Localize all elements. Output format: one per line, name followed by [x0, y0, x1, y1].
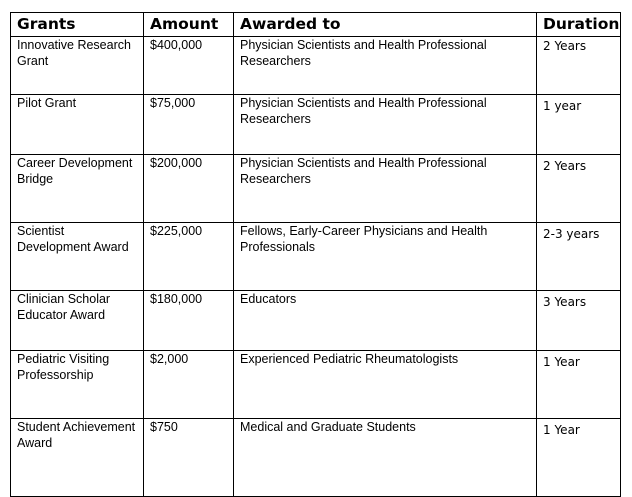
- grant-awarded-to: Physician Scientists and Health Professional Researchers: [234, 155, 537, 223]
- grant-amount: $200,000: [144, 155, 234, 223]
- grants-table-container: [10, 12, 621, 497]
- grant-awarded-to: Fellows, Early-Career Physicians and Health Professionals: [234, 223, 537, 291]
- grant-name: Pediatric Visiting Professorship: [11, 351, 144, 419]
- grant-duration: 3 Years: [537, 291, 621, 351]
- table-row: [11, 291, 621, 351]
- grant-amount: $225,000: [144, 223, 234, 291]
- grants-table: [10, 12, 621, 497]
- grant-duration: 2 Years: [537, 155, 621, 223]
- grant-name: Clinician Scholar Educator Award: [11, 291, 144, 351]
- table-row: [11, 155, 621, 223]
- grant-duration: 2-3 years: [537, 223, 621, 291]
- grant-amount: $400,000: [144, 37, 234, 95]
- grant-awarded-to: Educators: [234, 291, 537, 351]
- table-row: [11, 37, 621, 95]
- header-grants: Grants: [11, 13, 144, 37]
- grant-name: Scientist Development Award: [11, 223, 144, 291]
- grant-duration: 1 Year: [537, 419, 621, 497]
- grant-awarded-to: Experienced Pediatric Rheumatologists: [234, 351, 537, 419]
- grant-name: Student Achievement Award: [11, 419, 144, 497]
- grant-name: Pilot Grant: [11, 95, 144, 155]
- grant-duration: 1 year: [537, 95, 621, 155]
- table-row: [11, 95, 621, 155]
- table-row: [11, 351, 621, 419]
- grant-name: Career Development Bridge: [11, 155, 144, 223]
- header-amount: Amount: [144, 13, 234, 37]
- table-row: [11, 223, 621, 291]
- grant-awarded-to: Medical and Graduate Students: [234, 419, 537, 497]
- header-duration: Duration: [537, 13, 621, 37]
- table-header-row: [11, 13, 621, 37]
- grant-amount: $180,000: [144, 291, 234, 351]
- grant-amount: $2,000: [144, 351, 234, 419]
- grant-duration: 2 Years: [537, 37, 621, 95]
- header-awarded-to: Awarded to: [234, 13, 537, 37]
- table-row: [11, 419, 621, 497]
- grant-amount: $750: [144, 419, 234, 497]
- grant-awarded-to: Physician Scientists and Health Professional Researchers: [234, 95, 537, 155]
- grant-duration: 1 Year: [537, 351, 621, 419]
- grant-name: Innovative Research Grant: [11, 37, 144, 95]
- grant-amount: $75,000: [144, 95, 234, 155]
- grant-awarded-to: Physician Scientists and Health Professional Researchers: [234, 37, 537, 95]
